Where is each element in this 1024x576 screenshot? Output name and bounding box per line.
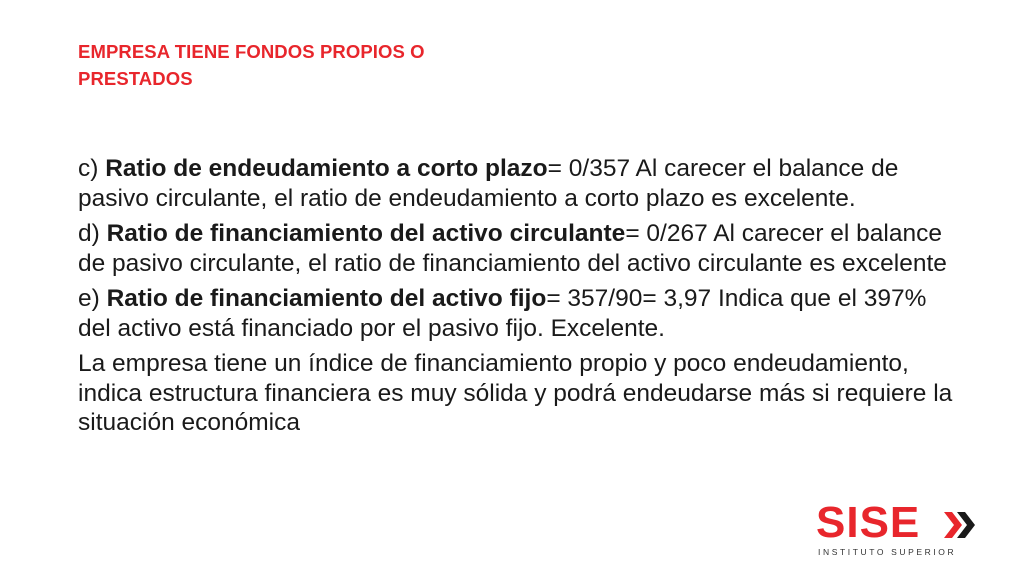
- paragraph-e: [78, 284, 958, 343]
- paragraph-text: = 0/267 Al carecer el balance de pasivo circulante, el ratio de financiamiento del activo circulante es excelente: [78, 220, 947, 277]
- paragraph-text: La empresa tiene un índice de financiamiento propio y poco endeudamiento, indica estructura financiera es muy sólida y podrá endeudarse más si requiere la situación económica: [78, 350, 953, 436]
- paragraph-prefix: e): [78, 285, 107, 312]
- paragraph-text: = 357/90= 3,97 Indica que el 397% del activo está financiado por el pasivo fijo. Excelente.: [78, 285, 927, 342]
- double-chevron-right-icon: [942, 508, 976, 542]
- paragraph-conclusion: [78, 349, 958, 438]
- paragraph-term: Ratio de financiamiento del activo circulante: [106, 220, 626, 247]
- paragraph-text: = 0/357 Al carecer el balance de pasivo circulante, el ratio de endeudamiento a corto plazo es excelente.: [78, 155, 899, 212]
- paragraph-c: [78, 154, 958, 213]
- paragraph-term: Ratio de financiamiento del activo fijo: [106, 285, 547, 312]
- paragraph-prefix: c): [78, 155, 106, 182]
- sise-logo: [816, 498, 976, 560]
- paragraph-prefix: d): [78, 220, 107, 247]
- slide-title: EMPRESA TIENE FONDOS PROPIOS O PRESTADOS: [78, 41, 425, 89]
- logo-wordmark: SISE: [816, 498, 921, 547]
- paragraph-term: Ratio de endeudamiento a corto plazo: [105, 155, 548, 182]
- paragraph-d: [78, 219, 958, 278]
- slide-body: [78, 154, 958, 444]
- logo-subtitle: INSTITUTO SUPERIOR: [818, 547, 957, 557]
